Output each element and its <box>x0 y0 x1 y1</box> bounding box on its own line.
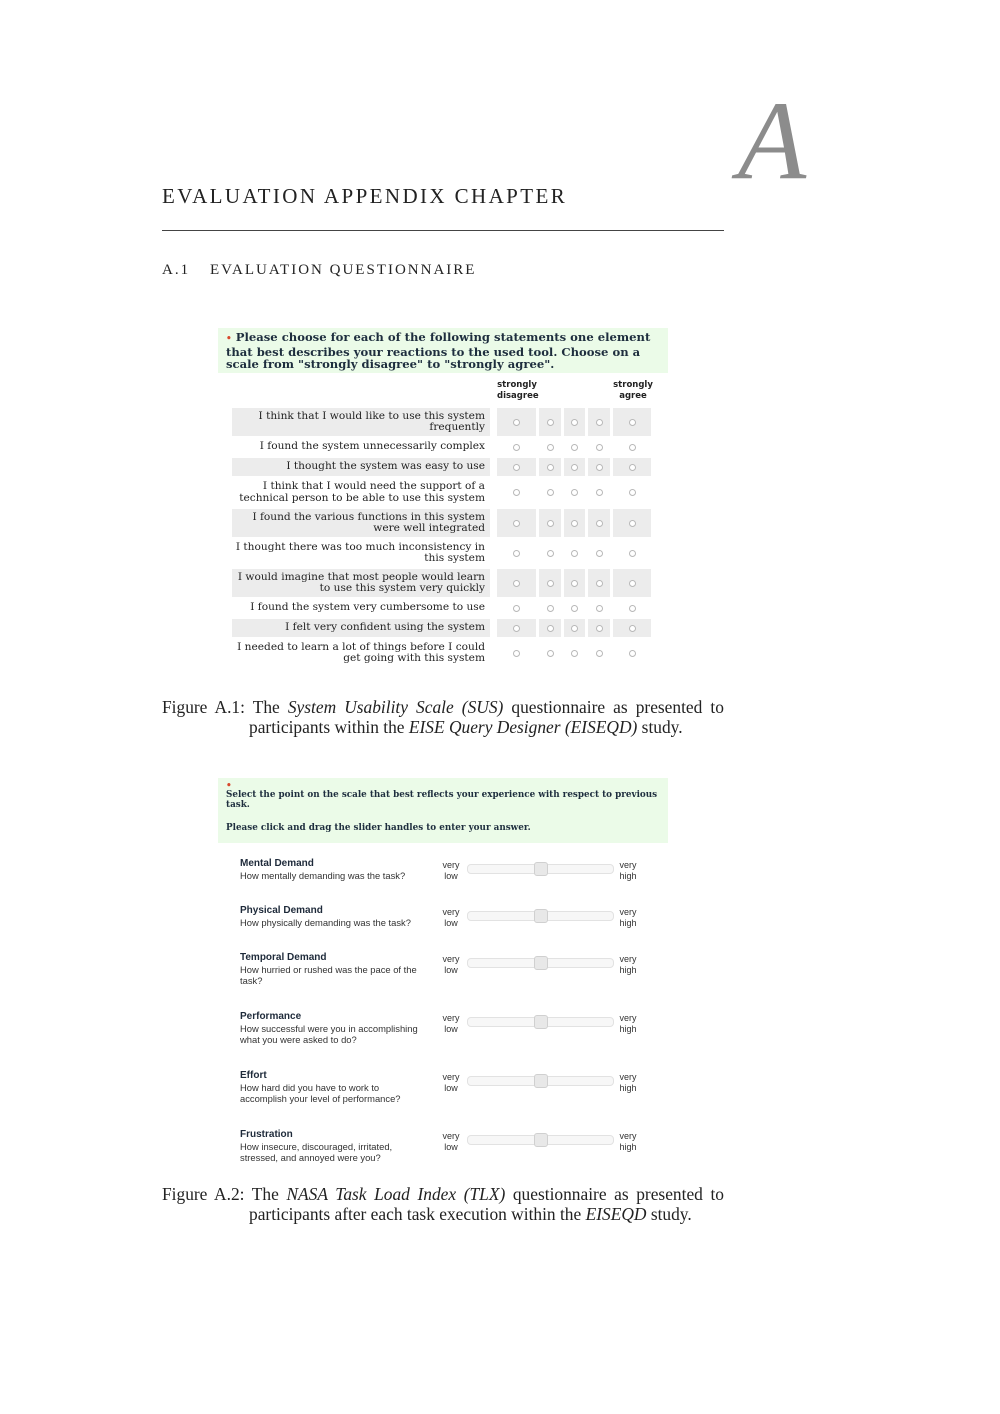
section-heading <box>162 262 476 279</box>
required-mark: • <box>226 781 232 791</box>
sus-row <box>232 458 653 476</box>
figure-caption-2: Figure A.2: The NASA Task Load Index (TLX) questionnaire as presented to participants after each task execution within the EISEQD study. <box>162 1184 724 1224</box>
sus-option-cell <box>564 539 585 567</box>
scale-high-label: very high <box>619 1013 637 1034</box>
sus-option-cell <box>613 458 651 476</box>
sus-radio-option[interactable] <box>547 419 554 426</box>
sus-radio-option[interactable] <box>629 625 636 632</box>
section-number: A.1 <box>162 262 191 278</box>
sus-statement: I thought the system was easy to use <box>232 458 490 476</box>
sus-radio-option[interactable] <box>513 489 520 496</box>
sus-option-cell <box>497 478 536 507</box>
sus-radio-option[interactable] <box>571 444 578 451</box>
sus-statement: I needed to learn a lot of things before I could get going with this system <box>237 640 485 664</box>
chapter-title: EVALUATION APPENDIX CHAPTER <box>162 184 568 208</box>
sus-radio-option[interactable] <box>547 550 554 557</box>
sus-option-cell <box>588 569 610 597</box>
sus-radio-option[interactable] <box>513 650 520 657</box>
sus-option-cell <box>564 458 585 476</box>
sus-option-cell <box>539 458 561 476</box>
sus-radio-option[interactable] <box>571 580 578 587</box>
sus-radio-option[interactable] <box>571 650 578 657</box>
sus-option-cell <box>613 619 651 637</box>
sus-radio-option[interactable] <box>513 625 520 632</box>
sus-option-cell <box>497 619 536 637</box>
scale-low-label: strongly disagree <box>497 380 539 401</box>
sus-option-cell <box>539 599 561 617</box>
sus-option-cell <box>613 539 651 567</box>
sus-radio-option[interactable] <box>596 520 603 527</box>
sus-radio-option[interactable] <box>629 580 636 587</box>
scale-low-label: very low <box>442 1131 460 1152</box>
sus-radio-option[interactable] <box>596 444 603 451</box>
sus-option-cell <box>539 619 561 637</box>
scale-low-label: very low <box>442 1072 460 1093</box>
sus-row <box>232 438 653 456</box>
sus-radio-option[interactable] <box>547 625 554 632</box>
tlx-questionnaire <box>218 778 668 1163</box>
tlx-item-name: Effort <box>240 1070 267 1081</box>
sus-row <box>232 509 653 537</box>
sus-radio-option[interactable] <box>596 605 603 612</box>
slider-track[interactable] <box>467 1076 614 1086</box>
sus-option-cell <box>613 639 651 667</box>
slider-handle[interactable] <box>534 956 548 970</box>
sus-statement: I think that I would like to use this system frequently <box>232 408 490 436</box>
sus-radio-option[interactable] <box>547 464 554 471</box>
slider-track[interactable] <box>467 1017 614 1027</box>
sus-radio-option[interactable] <box>571 464 578 471</box>
tlx-prompt-2: Please click and drag the slider handles to enter your answer. <box>226 822 531 833</box>
sus-prompt: Please choose for each of the following statements one element that best describes your reactions to the used tool. Choose on a scale from "strongly disagree" to "strongly agree". <box>226 330 651 371</box>
sus-option-cell <box>564 408 585 436</box>
tlx-item-name: Frustration <box>240 1129 293 1140</box>
tlx-prompt-1: Select the point on the scale that best reflects your experience with respect to previous task. <box>226 790 658 811</box>
slider-handle[interactable] <box>534 909 548 923</box>
chapter-letter: A <box>737 79 807 203</box>
sus-radio-option[interactable] <box>596 625 603 632</box>
sus-option-cell <box>539 639 561 667</box>
sus-option-cell <box>613 438 651 456</box>
sus-statement: I found the system very cumbersome to use <box>250 601 485 614</box>
sus-option-cell <box>588 509 610 537</box>
sus-option-cell <box>564 619 585 637</box>
sus-option-cell <box>564 599 585 617</box>
sus-option-cell <box>613 569 651 597</box>
chapter-rule <box>162 230 724 231</box>
tlx-item-name: Physical Demand <box>240 905 323 916</box>
scale-high-label: very high <box>619 860 637 881</box>
tlx-item-name: Mental Demand <box>240 858 314 869</box>
sus-option-cell <box>497 599 536 617</box>
sus-prompt-box <box>218 328 668 373</box>
sus-option-cell <box>588 599 610 617</box>
sus-radio-option[interactable] <box>513 419 520 426</box>
scale-low-label: very low <box>442 1013 460 1034</box>
sus-radio-option[interactable] <box>596 650 603 657</box>
scale-high-label: very high <box>619 1131 637 1152</box>
sus-statement: I would imagine that most people would learn to use this system very quickly <box>232 569 490 597</box>
sus-radio-option[interactable] <box>629 605 636 612</box>
sus-radio-option[interactable] <box>513 520 520 527</box>
sus-option-cell <box>497 639 536 667</box>
sus-option-cell <box>564 438 585 456</box>
sus-row <box>232 569 653 597</box>
sus-radio-option[interactable] <box>571 605 578 612</box>
sus-row <box>232 539 653 567</box>
sus-statement: I thought there was too much inconsistency in this system <box>235 540 485 564</box>
sus-statement: I felt very confident using the system <box>232 619 490 637</box>
sus-row <box>232 639 653 667</box>
sus-radio-option[interactable] <box>513 464 520 471</box>
sus-option-cell <box>539 478 561 507</box>
scale-high-label: very high <box>619 907 637 928</box>
sus-option-cell <box>497 438 536 456</box>
sus-radio-option[interactable] <box>547 489 554 496</box>
sus-option-cell <box>539 569 561 597</box>
sus-radio-option[interactable] <box>629 444 636 451</box>
sus-option-cell <box>613 478 651 507</box>
scale-high-label: very high <box>619 954 637 975</box>
sus-option-cell <box>613 509 651 537</box>
sus-option-cell <box>613 599 651 617</box>
sus-option-cell <box>588 539 610 567</box>
sus-radio-option[interactable] <box>547 444 554 451</box>
sus-radio-option[interactable] <box>513 605 520 612</box>
sus-option-cell <box>539 509 561 537</box>
slider-track[interactable] <box>467 864 614 874</box>
tlx-item-question: How insecure, discouraged, irritated, stressed, and annoyed were you? <box>240 1141 393 1163</box>
sus-option-cell <box>497 458 536 476</box>
sus-radio-option[interactable] <box>571 625 578 632</box>
sus-row <box>232 599 653 617</box>
sus-option-cell <box>564 639 585 667</box>
tlx-item-name: Temporal Demand <box>240 952 327 963</box>
scale-low-label: very low <box>442 860 460 881</box>
sus-option-cell <box>588 408 610 436</box>
sus-radio-option[interactable] <box>629 464 636 471</box>
sus-statement: I found the various functions in this system were well integrated <box>232 509 490 537</box>
slider-handle[interactable] <box>534 1133 548 1147</box>
sus-radio-option[interactable] <box>571 520 578 527</box>
sus-radio-option[interactable] <box>547 580 554 587</box>
sus-radio-option[interactable] <box>547 650 554 657</box>
section-title: EVALUATION QUESTIONNAIRE <box>210 262 477 278</box>
slider-handle[interactable] <box>534 1074 548 1088</box>
sus-radio-option[interactable] <box>596 419 603 426</box>
sus-radio-option[interactable] <box>547 520 554 527</box>
sus-option-cell <box>564 478 585 507</box>
figure-caption-1: Figure A.1: The System Usability Scale (SUS) questionnaire as presented to participants within the EISE Query Designer (EISEQD) study. <box>162 697 724 737</box>
sus-option-cell <box>588 458 610 476</box>
sus-radio-option[interactable] <box>629 419 636 426</box>
slider-handle[interactable] <box>534 1015 548 1029</box>
sus-radio-option[interactable] <box>513 444 520 451</box>
sus-row <box>232 408 653 436</box>
sus-radio-option[interactable] <box>513 550 520 557</box>
slider-track[interactable] <box>467 1135 614 1145</box>
sus-radio-option[interactable] <box>571 550 578 557</box>
sus-statement: I think that I would need the support of a technical person to be able to use this system <box>239 480 485 504</box>
scale-high-label: strongly agree <box>613 380 653 401</box>
sus-scale-header <box>218 373 668 407</box>
sus-option-cell <box>613 408 651 436</box>
sus-radio-option[interactable] <box>596 489 603 496</box>
scale-low-label: very low <box>442 954 460 975</box>
required-mark: • <box>226 334 232 344</box>
tlx-item-question: How hurried or rushed was the pace of the task? <box>240 964 417 986</box>
sus-option-cell <box>588 478 610 507</box>
slider-track[interactable] <box>467 958 614 968</box>
sus-statement: I found the system unnecessarily complex <box>259 440 485 453</box>
sus-radio-option[interactable] <box>596 580 603 587</box>
sus-radio-option[interactable] <box>571 419 578 426</box>
scale-low-label: very low <box>442 907 460 928</box>
slider-track[interactable] <box>467 911 614 921</box>
sus-row <box>232 478 653 507</box>
sus-radio-option[interactable] <box>629 550 636 557</box>
sus-option-cell <box>564 509 585 537</box>
sus-questionnaire <box>218 328 668 664</box>
sus-radio-option[interactable] <box>629 489 636 496</box>
sus-option-cell <box>497 539 536 567</box>
sus-option-cell <box>588 438 610 456</box>
sus-option-cell <box>588 639 610 667</box>
sus-option-cell <box>539 408 561 436</box>
sus-option-cell <box>588 619 610 637</box>
tlx-item-question: How physically demanding was the task? <box>240 917 411 928</box>
sus-row <box>232 619 653 637</box>
sus-radio-option[interactable] <box>571 489 578 496</box>
sus-option-cell <box>497 569 536 597</box>
sus-option-cell <box>564 569 585 597</box>
tlx-item-question: How successful were you in accomplishing what you were asked to do? <box>240 1023 418 1045</box>
tlx-item-name: Performance <box>240 1011 302 1022</box>
sus-radio-option[interactable] <box>547 605 554 612</box>
sus-option-cell <box>539 539 561 567</box>
sus-option-cell <box>497 509 536 537</box>
tlx-prompt-box <box>218 778 668 843</box>
slider-handle[interactable] <box>534 862 548 876</box>
sus-option-cell <box>497 408 536 436</box>
sus-radio-option[interactable] <box>513 580 520 587</box>
sus-radio-option[interactable] <box>629 520 636 527</box>
tlx-item-question: How mentally demanding was the task? <box>240 870 406 881</box>
sus-radio-option[interactable] <box>596 464 603 471</box>
scale-high-label: very high <box>619 1072 637 1093</box>
sus-radio-option[interactable] <box>596 550 603 557</box>
tlx-item-question: How hard did you have to work to accomplish your level of performance? <box>240 1082 401 1104</box>
sus-option-cell <box>539 438 561 456</box>
sus-radio-option[interactable] <box>629 650 636 657</box>
